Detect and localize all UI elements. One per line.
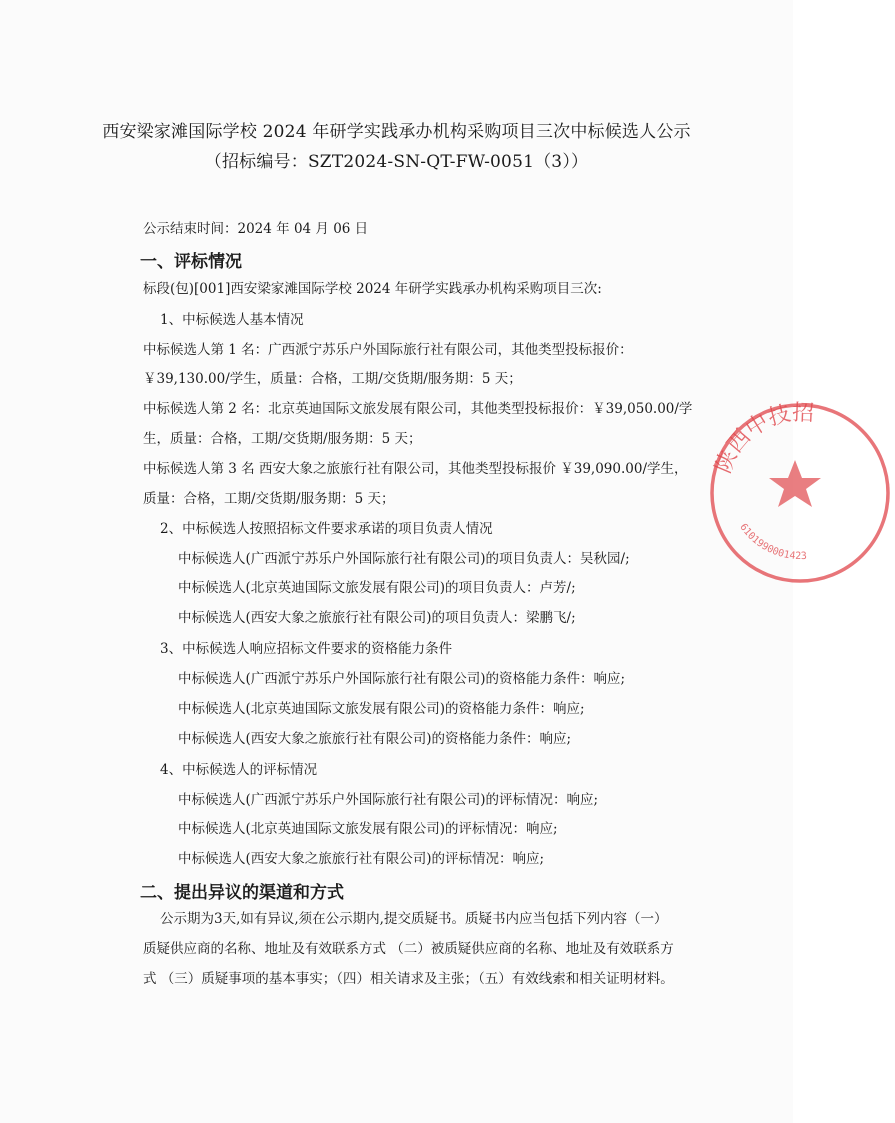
publication-end-time: 公示结束时间：2024 年 04 月 06 日	[143, 221, 369, 237]
subsection-4-heading: 4、中标候选人的评标情况	[160, 762, 318, 778]
tender-number: （招标编号：SZT2024-SN-QT-FW-0051（3））	[204, 152, 589, 172]
subsection-3-heading: 3、中标候选人响应招标文件要求的资格能力条件	[160, 641, 453, 657]
qualification-line: 中标候选人(广西派宁苏乐户外国际旅行社有限公司)的资格能力条件：响应;	[178, 671, 626, 687]
objection-paragraph-line: 公示期为3天,如有异议,须在公示期内,提交质疑书。质疑书内应当包括下列内容（一）	[160, 911, 668, 927]
project-leader-line: 中标候选人(西安大象之旅旅行社有限公司)的项目负责人：梁鹏飞/;	[178, 610, 576, 626]
candidate-3-line: 中标候选人第 3 名 西安大象之旅旅行社有限公司，其他类型投标报价 ￥39,090.00/学生，	[143, 461, 688, 477]
subsection-2-heading: 2、中标候选人按照招标文件要求承诺的项目负责人情况	[160, 521, 493, 537]
project-leader-line: 中标候选人(广西派宁苏乐户外国际旅行社有限公司)的项目负责人：吴秋园/;	[178, 551, 630, 567]
seal-number: 6101990001423	[737, 521, 808, 563]
evaluation-line: 中标候选人(西安大象之旅旅行社有限公司)的评标情况：响应;	[178, 851, 545, 867]
subsection-1-heading: 1、中标候选人基本情况	[160, 312, 304, 328]
evaluation-line: 中标候选人(广西派宁苏乐户外国际旅行社有限公司)的评标情况：响应;	[178, 792, 599, 808]
qualification-line: 中标候选人(西安大象之旅旅行社有限公司)的资格能力条件：响应;	[178, 731, 572, 747]
objection-paragraph-line: 式 （三）质疑事项的基本事实；（四）相关请求及主张；（五）有效线索和相关证明材料。	[143, 971, 674, 987]
official-seal-stamp	[705, 398, 895, 588]
candidate-3-line-cont: 质量：合格，工期/交货期/服务期：5 天；	[143, 491, 395, 507]
project-leader-line: 中标候选人(北京英迪国际文旅发展有限公司)的项目负责人：卢芳/;	[178, 580, 576, 596]
objection-paragraph-line: 质疑供应商的名称、地址及有效联系方式 （二）被质疑供应商的名称、地址及有效联系方	[143, 941, 674, 957]
candidate-2-line: 中标候选人第 2 名：北京英迪国际文旅发展有限公司，其他类型投标报价：￥39,050.00/学	[143, 401, 693, 417]
candidate-1-line: 中标候选人第 1 名：广西派宁苏乐户外国际旅行社有限公司，其他类型投标报价：	[143, 342, 633, 358]
candidate-2-line-cont: 生，质量：合格，工期/交货期/服务期：5 天；	[143, 431, 422, 447]
qualification-line: 中标候选人(北京英迪国际文旅发展有限公司)的资格能力条件：响应;	[178, 701, 585, 717]
section-1-heading: 一、评标情况	[140, 252, 242, 272]
candidate-1-line-cont: ￥39,130.00/学生，质量：合格，工期/交货期/服务期：5 天；	[143, 371, 522, 387]
seal-star-icon	[769, 460, 821, 507]
document-title: 西安梁家滩国际学校 2024 年研学实践承办机构采购项目三次中标候选人公示	[102, 122, 691, 142]
section-2-heading: 二、提出异议的渠道和方式	[140, 883, 344, 903]
seal-text: 陕西中技招	[711, 400, 815, 477]
evaluation-line: 中标候选人(北京英迪国际文旅发展有限公司)的评标情况：响应;	[178, 821, 558, 837]
lot-line: 标段(包)[001]西安梁家滩国际学校 2024 年研学实践承办机构采购项目三次:	[143, 281, 602, 297]
